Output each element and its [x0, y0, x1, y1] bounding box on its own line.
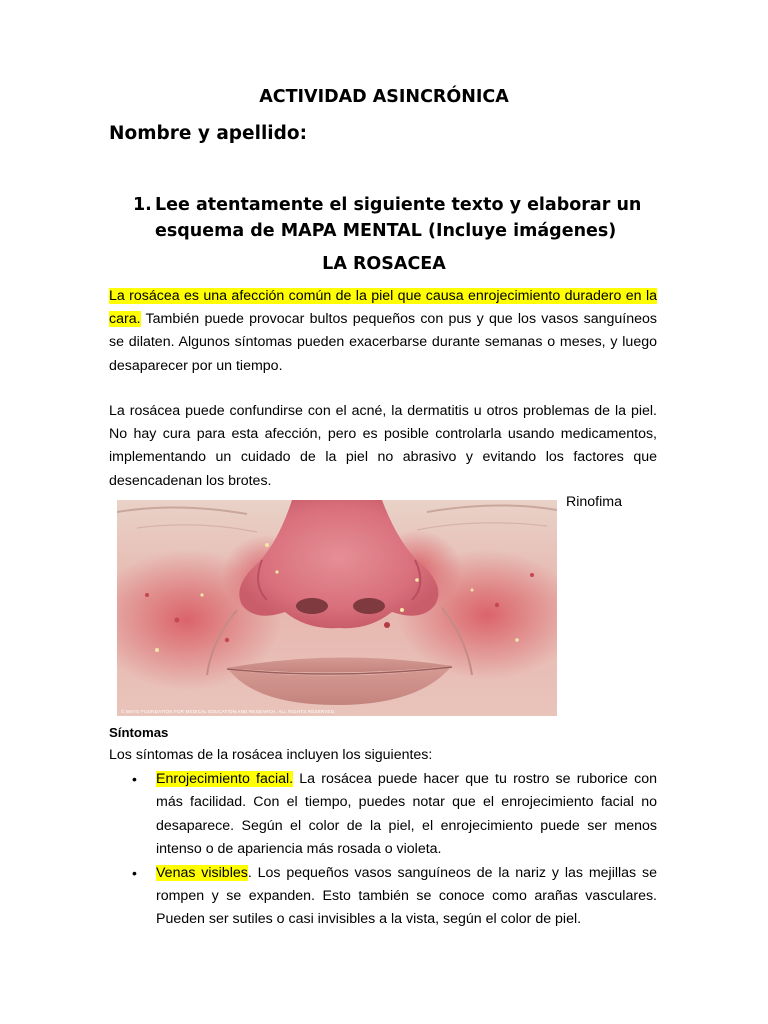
list-item-text: La rosácea puede hacer que tu rostro se ruborice con más facilidad. Con el tiempo, puedes notar que el enrojecimiento facial no desaparece. Según el color de la piel, el enrojecimiento puede ser menos intenso o de apariencia más rosada o violeta.	[156, 771, 658, 858]
intro-paragraph	[109, 285, 657, 378]
list-item-text: . Los pequeños vasos sanguíneos de la nariz y las mejillas se rompen y se expanden. Esto también se conoce como arañas vasculares. Pueden ser sutiles o casi invisibles a la vista, según el color de piel.	[156, 864, 657, 928]
symptoms-list	[109, 768, 657, 932]
symptoms-intro: Los síntomas de la rosácea incluyen los siguientes:	[109, 747, 433, 763]
document-title: ACTIVIDAD ASINCRÓNICA	[259, 87, 509, 107]
bullet-icon: •	[132, 864, 137, 881]
list-item	[109, 768, 657, 862]
list-item	[109, 862, 657, 932]
symptoms-heading: Síntomas	[109, 725, 169, 740]
copyright-notice: © MAYO FOUNDATION FOR MEDICAL EDUCATION AND RESEARCH. ALL RIGHTS RESERVED.	[121, 709, 336, 714]
bullet-icon: •	[132, 771, 137, 787]
task-text: Lee atentamente el siguiente texto y elaborar un esquema de MAPA MENTAL (Incluye imágenes)	[155, 195, 642, 241]
task-number: 1.	[133, 195, 152, 215]
name-label: Nombre y apellido:	[109, 123, 307, 144]
highlighted-text: La rosácea es una afección común de la piel que causa enrojecimiento duradero en la cara.	[109, 288, 657, 328]
paragraph-text: También puede provocar bultos pequeños con pus y que los vasos sanguíneos se dilaten. Algunos síntomas pueden exacerbarse durante semanas o meses, y luego desaparecer por un tiempo.	[109, 311, 657, 374]
highlighted-text: Enrojecimiento facial.	[156, 771, 294, 787]
face-illustration	[117, 500, 557, 716]
image-caption: Rinofima	[566, 494, 622, 510]
section-title: LA ROSACEA	[322, 254, 446, 274]
highlighted-text: Venas visibles	[156, 864, 248, 881]
rosacea-photo	[117, 500, 557, 716]
task-instruction	[133, 192, 673, 244]
second-paragraph: La rosácea puede confundirse con el acné, la dermatitis u otros problemas de la piel. No hay cura para esta afección, pero es posible controlarla usando medicamentos, implementando un cuidado de la piel no abrasivo y evitando los factores que desencadenan los brotes.	[109, 403, 657, 489]
